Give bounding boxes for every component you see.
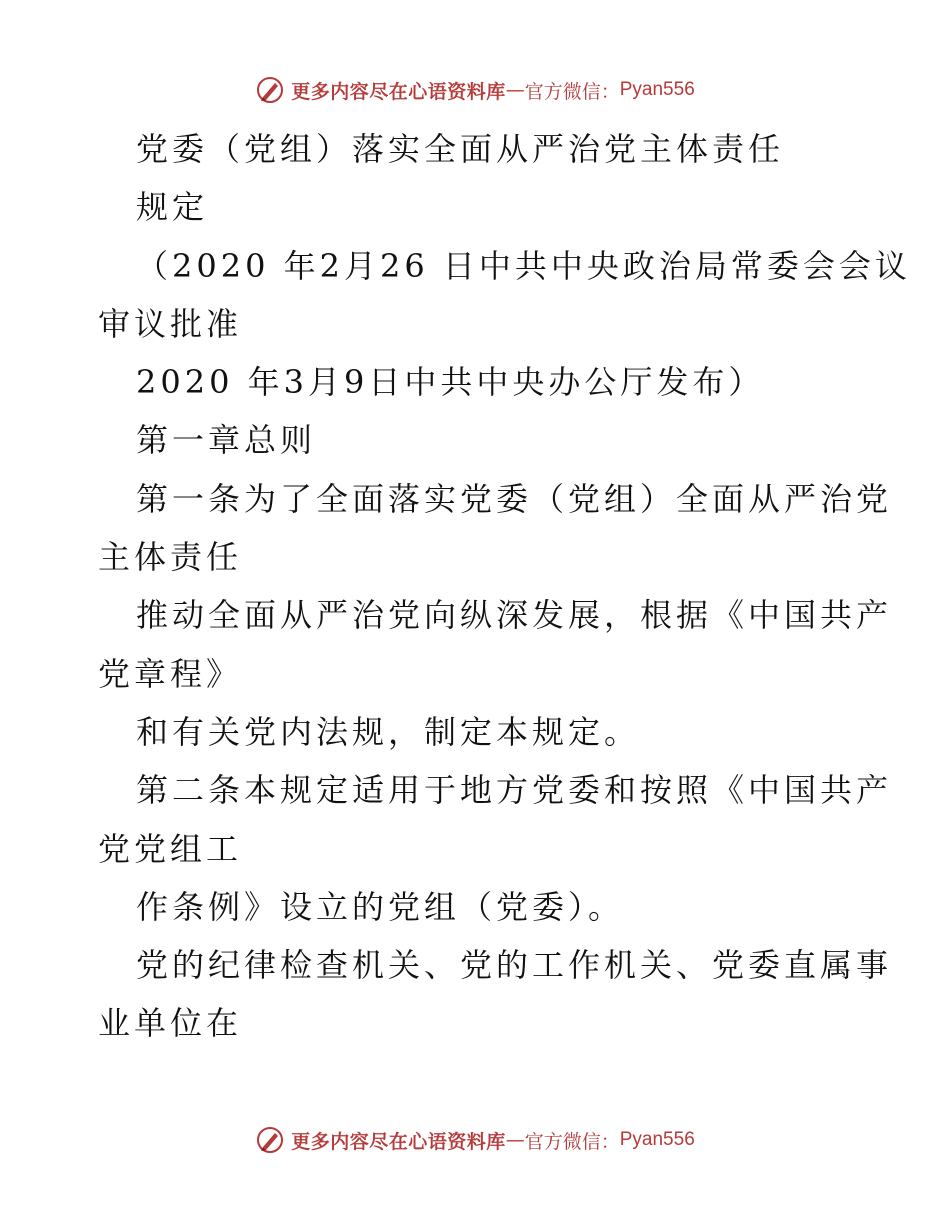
document-line: 党的纪律检查机关、党的工作机关、党委直属事 xyxy=(136,946,893,985)
banner-wechat-id: Pyan556 xyxy=(619,79,695,100)
banner-wechat-id: Pyan556 xyxy=(619,1129,695,1150)
banner-separator: — xyxy=(505,1129,525,1151)
document-line: 2020 年3月9日中共中央办公厅发布） xyxy=(136,363,765,402)
banner-wechat-label: 官方微信： xyxy=(524,1130,620,1153)
document-line: 第一条为了全面落实党委（党组）全面从严治党 xyxy=(136,479,893,518)
document-line: 和有关党内法规，制定本规定。 xyxy=(136,712,641,751)
document-title-line: 规定 xyxy=(136,188,209,227)
document-line: 业单位在 xyxy=(98,1004,243,1043)
document-line: （2020 年2月26 日中共中央政治局常委会会议 xyxy=(136,246,911,285)
document-line: 推动全面从严治党向纵深发展，根据《中国共产 xyxy=(136,596,893,635)
pen-logo-icon xyxy=(255,75,285,105)
document-line: 党章程》 xyxy=(98,654,243,693)
banner-main-text: 更多内容尽在心语资料库 xyxy=(291,1130,506,1153)
banner-main-text: 更多内容尽在心语资料库 xyxy=(291,80,506,103)
banner-separator: — xyxy=(505,79,525,101)
footer-banner xyxy=(0,1120,950,1160)
header-banner xyxy=(0,70,950,110)
chapter-heading: 第一章总则 xyxy=(136,421,317,460)
document-line: 审议批准 xyxy=(98,304,243,343)
pen-logo-icon xyxy=(255,1125,285,1155)
banner-wechat-label: 官方微信： xyxy=(524,80,620,103)
document-line: 作条例》设立的党组（党委）。 xyxy=(136,887,625,926)
document-line: 第二条本规定适用于地方党委和按照《中国共产 xyxy=(136,771,893,810)
document-title-line: 党委（党组）落实全面从严治党主体责任 xyxy=(136,130,785,168)
document-line: 党党组工 xyxy=(98,829,243,868)
document-body xyxy=(98,120,911,1053)
document-line: 主体责任 xyxy=(98,538,243,577)
